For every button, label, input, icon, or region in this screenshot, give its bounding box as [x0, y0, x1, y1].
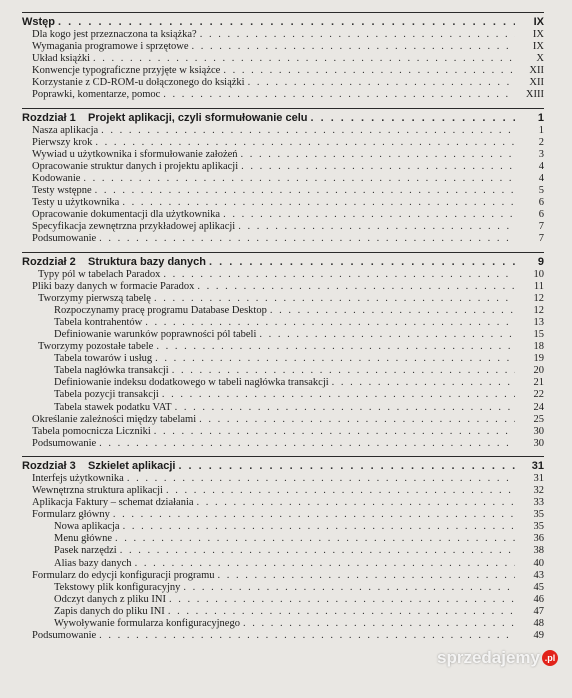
- toc-entry: [22, 414, 544, 426]
- entry-title: Tekstowy plik konfiguracyjny: [54, 581, 181, 593]
- toc-entry: [22, 125, 544, 137]
- entry-page-number: 19: [533, 353, 544, 365]
- dot-leader: [169, 594, 515, 606]
- dot-leader: [58, 15, 515, 29]
- entry-title: Odczyt danych z pliku INI: [54, 593, 166, 605]
- entry-title: Menu główne: [54, 533, 113, 545]
- entry-page-number: 31: [533, 472, 544, 484]
- entry-title: Nasza aplikacja: [32, 124, 99, 136]
- entry-title: Formularz główny: [32, 509, 110, 521]
- toc-section: [22, 252, 544, 450]
- toc-entry: [22, 509, 544, 521]
- toc-entry: [22, 233, 544, 245]
- dot-leader: [332, 377, 515, 389]
- toc-entry: [22, 77, 544, 89]
- section-heading: [22, 255, 544, 269]
- dot-leader: [172, 365, 515, 377]
- toc-section: [22, 456, 544, 642]
- entry-page-number: 48: [533, 618, 544, 630]
- dot-leader: [156, 341, 515, 353]
- toc-entry: [22, 606, 544, 618]
- dot-leader: [99, 630, 515, 642]
- dot-leader: [168, 606, 515, 618]
- dot-leader: [135, 558, 515, 570]
- dot-leader: [243, 618, 515, 630]
- entry-title: Kodowanie: [32, 172, 81, 184]
- dot-leader: [154, 426, 515, 438]
- toc-entry: [22, 149, 544, 161]
- dot-leader: [122, 197, 515, 209]
- entry-page-number: 4: [538, 172, 544, 184]
- dot-leader: [218, 570, 515, 582]
- toc-entry: [22, 29, 544, 41]
- entry-page-number: 32: [533, 485, 544, 496]
- section-page-number: 1: [537, 111, 544, 124]
- dot-leader: [200, 29, 515, 41]
- dot-leader: [155, 353, 515, 365]
- toc-entry: [22, 65, 544, 77]
- dot-leader: [223, 209, 515, 221]
- entry-title: Pierwszy krok: [32, 136, 93, 148]
- section-page-number: IX: [533, 16, 544, 28]
- entry-title: Alias bazy danych: [54, 557, 132, 569]
- entry-page-number: 7: [538, 221, 544, 233]
- dot-leader: [238, 221, 515, 233]
- entry-title: Zapis danych do pliku INI: [54, 605, 165, 617]
- entry-page-number: 47: [533, 605, 544, 617]
- entry-title: Definiowanie indeksu dodatkowego w tabeli nagłówka transakcji: [54, 377, 329, 389]
- toc-entry: [22, 426, 544, 438]
- entry-title: Podsumowanie: [32, 437, 97, 449]
- dot-leader: [248, 77, 515, 89]
- entry-page-number: 10: [533, 268, 544, 280]
- entry-page-number: 43: [533, 569, 544, 581]
- entry-title: Wywoływanie formularza konfiguracyjnego: [54, 618, 240, 630]
- toc-entry: [22, 365, 544, 377]
- entry-page-number: 7: [538, 233, 544, 245]
- dot-leader: [154, 293, 515, 305]
- entry-title: Nowa aplikacja: [54, 521, 120, 533]
- dot-leader: [99, 438, 515, 450]
- entry-title: Wywiad u użytkownika i sformułowanie założeń: [32, 148, 238, 160]
- toc-entry: [22, 485, 544, 497]
- toc-entry: [22, 53, 544, 65]
- entry-page-number: 40: [533, 557, 544, 569]
- dot-leader: [209, 255, 515, 269]
- dot-leader: [178, 459, 515, 473]
- entry-title: Typy pól w tabelach Paradox: [38, 268, 161, 280]
- dot-leader: [197, 281, 515, 293]
- toc-entry: [22, 161, 544, 173]
- entry-page-number: 4: [538, 160, 544, 172]
- entry-title: Tabela towarów i usług: [54, 353, 153, 365]
- entry-page-number: X: [536, 53, 544, 65]
- toc-section: [22, 108, 544, 246]
- toc-entry: [22, 594, 544, 606]
- dot-leader: [259, 329, 515, 341]
- entry-page-number: 12: [533, 292, 544, 304]
- toc-entry: [22, 558, 544, 570]
- entry-page-number: 5: [538, 185, 544, 197]
- toc-entry: [22, 582, 544, 594]
- dot-leader: [197, 497, 515, 509]
- entry-title: Tabela kontrahentów: [54, 316, 143, 328]
- entry-title: Dla kogo jest przeznaczona ta książka?: [32, 29, 197, 40]
- entry-title: Tabela pomocnicza Liczniki: [32, 425, 151, 437]
- dot-leader: [99, 233, 515, 245]
- entry-title: Pliki bazy danych w formacie Paradox: [32, 280, 195, 292]
- entry-title: Rozpoczynamy pracę programu Database Desktop: [54, 304, 267, 316]
- toc-entry: [22, 521, 544, 533]
- toc-entry: [22, 473, 544, 485]
- dot-leader: [120, 545, 515, 557]
- section-page-number: 9: [537, 255, 544, 268]
- dot-leader: [83, 173, 515, 185]
- toc-entry: [22, 377, 544, 389]
- entry-page-number: 2: [538, 136, 544, 148]
- entry-title: Korzystanie z CD-ROM-u dołączonego do książki: [32, 77, 245, 89]
- entry-page-number: 33: [533, 497, 544, 509]
- section-page-number: 31: [531, 459, 544, 472]
- entry-page-number: 20: [533, 365, 544, 377]
- table-of-contents: [22, 12, 544, 648]
- toc-section: [22, 12, 544, 102]
- entry-page-number: 38: [533, 545, 544, 557]
- section-title: Projekt aplikacji, czyli sformułowanie celu: [88, 111, 308, 124]
- toc-entry: [22, 281, 544, 293]
- entry-page-number: XIII: [525, 89, 544, 101]
- dot-leader: [163, 269, 515, 281]
- chapter-number: Rozdział 2: [22, 255, 76, 268]
- entry-page-number: 15: [533, 328, 544, 340]
- entry-page-number: 11: [533, 280, 544, 292]
- toc-entry: [22, 329, 544, 341]
- entry-title: Opracowanie dokumentacji dla użytkownika: [32, 209, 221, 221]
- entry-title: Definiowanie warunków poprawności pól tabeli: [54, 328, 257, 340]
- watermark: [437, 648, 558, 668]
- entry-page-number: XII: [529, 65, 544, 77]
- dot-leader: [183, 582, 515, 594]
- toc-entry: [22, 341, 544, 353]
- entry-page-number: 35: [533, 521, 544, 533]
- dot-leader: [166, 485, 515, 497]
- entry-title: Aplikacja Faktury – schemat działania: [32, 497, 194, 509]
- entry-page-number: 21: [533, 377, 544, 389]
- entry-page-number: 36: [533, 533, 544, 545]
- entry-title: Wewnętrzna struktura aplikacji: [32, 485, 163, 496]
- dot-leader: [95, 137, 515, 149]
- section-heading: [22, 459, 544, 473]
- toc-entry: [22, 438, 544, 450]
- entry-title: Wymagania programowe i sprzętowe: [32, 41, 189, 53]
- entry-page-number: IX: [532, 29, 544, 40]
- entry-page-number: 35: [533, 509, 544, 521]
- entry-title: Tabela pozycji transakcji: [54, 389, 159, 401]
- entry-title: Opracowanie struktur danych i projektu aplikacji: [32, 160, 239, 172]
- toc-entry: [22, 497, 544, 509]
- toc-entry: [22, 293, 544, 305]
- toc-entry: [22, 305, 544, 317]
- entry-page-number: XII: [529, 77, 544, 89]
- dot-leader: [241, 161, 515, 173]
- dot-leader: [95, 185, 515, 197]
- toc-entry: [22, 185, 544, 197]
- entry-page-number: 3: [538, 148, 544, 160]
- entry-title: Określanie zależności między tabelami: [32, 413, 197, 425]
- entry-page-number: 6: [538, 197, 544, 209]
- toc-entry: [22, 389, 544, 401]
- entry-title: Specyfikacja zewnętrzna przykładowej aplikacji: [32, 221, 236, 233]
- dot-leader: [241, 149, 515, 161]
- entry-title: Pasek narzędzi: [54, 545, 117, 557]
- toc-entry: [22, 545, 544, 557]
- toc-entry: [22, 173, 544, 185]
- toc-entry: [22, 41, 544, 53]
- entry-title: Formularz do edycji konfiguracji programu: [32, 569, 215, 581]
- section-heading: [22, 15, 544, 29]
- toc-entry: [22, 221, 544, 233]
- toc-entry: [22, 317, 544, 329]
- section-title: Wstęp: [22, 16, 55, 28]
- toc-entry: [22, 269, 544, 281]
- dot-leader: [93, 53, 515, 65]
- entry-title: Tabela nagłówka transakcji: [54, 365, 169, 377]
- toc-entry: [22, 89, 544, 101]
- toc-entry: [22, 197, 544, 209]
- dot-leader: [175, 402, 515, 414]
- watermark-badge: .pl: [542, 650, 558, 666]
- dot-leader: [101, 125, 515, 137]
- section-title: Szkielet aplikacji: [88, 459, 176, 472]
- dot-leader: [270, 305, 515, 317]
- toc-entry: [22, 630, 544, 642]
- watermark-text: sprzedajemy: [437, 648, 540, 667]
- entry-title: Konwencje typograficzne przyjęte w książce: [32, 65, 221, 77]
- dot-leader: [192, 41, 515, 53]
- entry-page-number: 18: [533, 341, 544, 353]
- chapter-number: Rozdział 1: [22, 111, 76, 124]
- entry-page-number: 25: [533, 413, 544, 425]
- entry-title: Podsumowanie: [32, 630, 97, 642]
- dot-leader: [163, 89, 515, 101]
- entry-title: Układ książki: [32, 53, 91, 65]
- toc-entry: [22, 570, 544, 582]
- entry-page-number: 30: [533, 437, 544, 449]
- entry-page-number: 12: [533, 304, 544, 316]
- entry-title: Tabela stawek podatku VAT: [54, 401, 172, 413]
- dot-leader: [123, 521, 515, 533]
- dot-leader: [113, 509, 515, 521]
- entry-title: Testy u użytkownika: [32, 197, 120, 209]
- entry-page-number: 24: [533, 401, 544, 413]
- entry-title: Tworzymy pozostałe tabele: [38, 341, 154, 353]
- dot-leader: [115, 533, 515, 545]
- dot-leader: [199, 414, 515, 426]
- dot-leader: [145, 317, 515, 329]
- toc-entry: [22, 533, 544, 545]
- dot-leader: [127, 473, 515, 485]
- entry-page-number: 1: [538, 124, 544, 136]
- toc-entry: [22, 353, 544, 365]
- entry-title: Tworzymy pierwszą tabelę: [38, 292, 151, 304]
- toc-entry: [22, 137, 544, 149]
- entry-page-number: 6: [538, 209, 544, 221]
- dot-leader: [310, 111, 515, 125]
- section-heading: [22, 111, 544, 125]
- toc-entry: [22, 209, 544, 221]
- entry-title: Poprawki, komentarze, pomoc: [32, 89, 161, 101]
- toc-entry: [22, 618, 544, 630]
- toc-entry: [22, 402, 544, 414]
- entry-page-number: IX: [532, 41, 544, 53]
- entry-title: Podsumowanie: [32, 233, 97, 245]
- entry-page-number: 49: [533, 630, 544, 642]
- entry-title: Interfejs użytkownika: [32, 472, 124, 484]
- dot-leader: [223, 65, 515, 77]
- entry-title: Testy wstępne: [32, 185, 92, 197]
- entry-page-number: 46: [533, 593, 544, 605]
- entry-page-number: 13: [533, 316, 544, 328]
- chapter-number: Rozdział 3: [22, 459, 76, 472]
- dot-leader: [162, 389, 515, 401]
- entry-page-number: 45: [533, 581, 544, 593]
- entry-page-number: 22: [533, 389, 544, 401]
- entry-page-number: 30: [533, 425, 544, 437]
- section-title: Struktura bazy danych: [88, 255, 206, 268]
